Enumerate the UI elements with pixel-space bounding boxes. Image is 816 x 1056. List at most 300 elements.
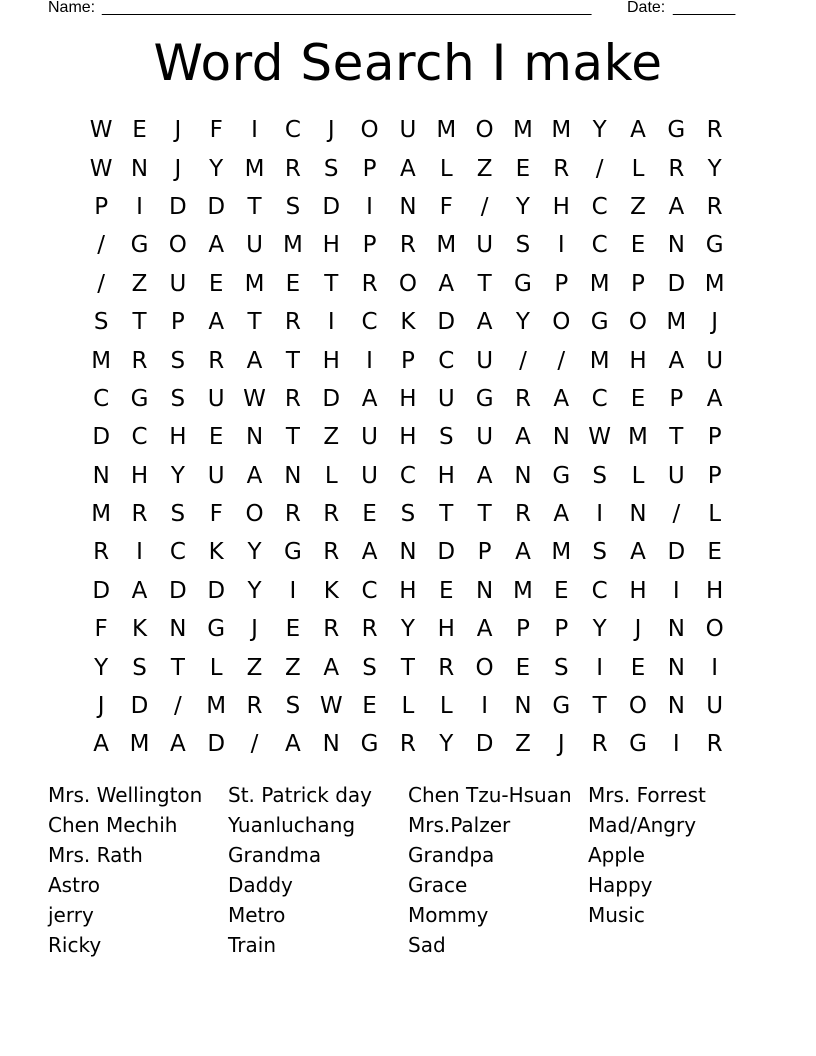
grid-letter[interactable]: E xyxy=(208,424,224,451)
grid-letter[interactable]: M xyxy=(551,117,572,144)
grid-letter[interactable]: L xyxy=(439,693,453,720)
grid-letter[interactable]: Z xyxy=(246,654,263,681)
grid-letter[interactable]: C xyxy=(93,385,110,412)
grid-letter[interactable]: O xyxy=(705,616,724,643)
grid-letter[interactable]: N xyxy=(169,616,187,643)
grid-letter[interactable]: A xyxy=(323,654,340,681)
grid-letter[interactable]: I xyxy=(672,731,680,758)
grid-letter[interactable]: / xyxy=(672,501,681,528)
grid-letter[interactable]: A xyxy=(515,539,531,566)
grid-letter[interactable]: T xyxy=(477,501,492,528)
grid-letter[interactable]: N xyxy=(476,577,494,604)
grid-letter[interactable]: E xyxy=(515,654,531,681)
grid-letter[interactable]: R xyxy=(706,117,723,144)
grid-letter[interactable]: K xyxy=(131,616,148,643)
grid-letter[interactable]: E xyxy=(554,577,569,604)
grid-letter[interactable]: G xyxy=(207,616,226,643)
grid-letter[interactable]: N xyxy=(284,462,302,489)
grid-letter[interactable]: N xyxy=(514,693,532,720)
grid-letter[interactable]: A xyxy=(476,616,493,643)
grid-letter[interactable]: N xyxy=(514,462,532,489)
grid-letter[interactable]: T xyxy=(247,309,262,336)
grid-letter[interactable]: R xyxy=(93,539,110,566)
grid-letter[interactable]: P xyxy=(554,616,569,643)
grid-letter[interactable]: N xyxy=(399,193,417,220)
grid-letter[interactable]: C xyxy=(131,424,148,451)
grid-letter[interactable]: E xyxy=(285,270,301,297)
grid-letter[interactable]: N xyxy=(322,731,340,758)
grid-letter[interactable]: S xyxy=(362,654,377,681)
grid-letter[interactable]: D xyxy=(92,577,111,604)
grid-letter[interactable]: R xyxy=(668,155,685,182)
grid-letter[interactable]: R xyxy=(553,155,570,182)
grid-letter[interactable]: H xyxy=(322,347,340,374)
grid-letter[interactable]: R xyxy=(399,232,416,259)
grid-letter[interactable]: Y xyxy=(209,155,224,182)
grid-letter[interactable]: C xyxy=(284,117,301,144)
grid-letter[interactable]: C xyxy=(591,232,608,259)
grid-letter[interactable]: T xyxy=(247,193,262,220)
grid-letter[interactable]: T xyxy=(439,501,454,528)
grid-letter[interactable]: E xyxy=(630,385,646,412)
grid-letter[interactable]: A xyxy=(361,385,378,412)
grid-letter[interactable]: D xyxy=(169,577,187,604)
grid-letter[interactable]: J xyxy=(251,616,258,643)
grid-letter[interactable]: P xyxy=(631,270,645,297)
grid-letter[interactable]: H xyxy=(437,462,455,489)
grid-letter[interactable]: H xyxy=(552,193,570,220)
grid-letter[interactable]: M xyxy=(513,117,533,144)
grid-letter[interactable]: D xyxy=(437,539,456,566)
grid-letter[interactable]: S xyxy=(515,232,531,259)
grid-letter[interactable]: U xyxy=(476,232,494,259)
grid-letter[interactable]: S xyxy=(592,539,607,566)
grid-letter[interactable]: E xyxy=(285,616,301,643)
grid-letter[interactable]: / xyxy=(97,232,106,259)
grid-letter[interactable]: K xyxy=(323,577,339,604)
grid-letter[interactable]: Y xyxy=(592,117,607,144)
grid-letter[interactable]: U xyxy=(207,462,225,489)
grid-letter[interactable]: U xyxy=(361,424,378,451)
grid-letter[interactable]: I xyxy=(327,309,335,336)
grid-letter[interactable]: R xyxy=(514,385,531,412)
grid-letter[interactable]: S xyxy=(285,193,301,220)
grid-letter[interactable]: U xyxy=(207,385,225,412)
grid-letter[interactable]: E xyxy=(362,501,377,528)
grid-letter[interactable]: S xyxy=(285,693,301,720)
word-list-item: Daddy xyxy=(228,873,293,897)
grid-letter[interactable]: P xyxy=(707,424,722,451)
grid-letter[interactable]: A xyxy=(169,731,186,758)
grid-letter[interactable]: R xyxy=(706,193,723,220)
grid-letter[interactable]: Y xyxy=(400,616,415,643)
grid-letter[interactable]: S xyxy=(323,155,339,182)
grid-letter[interactable]: I xyxy=(672,577,680,604)
grid-letter[interactable]: T xyxy=(285,347,300,374)
grid-letter[interactable]: A xyxy=(400,155,416,182)
grid-letter[interactable]: U xyxy=(667,462,685,489)
grid-letter[interactable]: / xyxy=(173,693,182,720)
grid-letter[interactable]: R xyxy=(361,270,378,297)
grid-letter[interactable]: M xyxy=(282,232,303,259)
grid-letter[interactable]: M xyxy=(551,539,572,566)
grid-letter[interactable]: A xyxy=(515,424,531,451)
grid-letter[interactable]: M xyxy=(244,270,265,297)
grid-letter[interactable]: E xyxy=(707,539,722,566)
grid-letter[interactable]: A xyxy=(361,539,378,566)
grid-letter[interactable]: Z xyxy=(131,270,148,297)
grid-letter[interactable]: M xyxy=(91,347,112,374)
grid-letter[interactable]: R xyxy=(284,155,301,182)
grid-letter[interactable]: M xyxy=(129,731,150,758)
grid-letter[interactable]: I xyxy=(711,654,719,681)
grid-letter[interactable]: Y xyxy=(170,462,185,489)
grid-letter[interactable]: N xyxy=(552,424,570,451)
grid-row xyxy=(82,341,734,379)
grid-letter[interactable]: G xyxy=(360,731,379,758)
grid-letter[interactable]: D xyxy=(207,577,226,604)
grid-letter[interactable]: O xyxy=(475,117,494,144)
grid-letter[interactable]: S xyxy=(592,462,607,489)
grid-letter[interactable]: J xyxy=(711,309,719,336)
grid-letter[interactable]: I xyxy=(136,539,143,566)
grid-letter[interactable]: R xyxy=(323,501,340,528)
grid-letter[interactable]: / xyxy=(519,347,527,374)
grid-letter[interactable]: P xyxy=(94,193,109,220)
grid-letter[interactable]: C xyxy=(591,385,608,412)
grid-letter[interactable]: A xyxy=(630,539,646,566)
grid-letter[interactable]: Y xyxy=(247,539,262,566)
grid-letter[interactable]: Z xyxy=(323,424,340,451)
grid-letter[interactable]: M xyxy=(589,347,610,374)
grid-letter[interactable]: M xyxy=(436,117,457,144)
grid-letter[interactable]: O xyxy=(628,309,648,336)
grid-letter[interactable]: / xyxy=(557,347,566,374)
grid-letter[interactable]: R xyxy=(131,501,148,528)
grid-letter[interactable]: G xyxy=(629,731,647,758)
grid-letter[interactable]: W xyxy=(89,155,113,182)
grid-letter[interactable]: S xyxy=(170,385,186,412)
grid-letter[interactable]: G xyxy=(514,270,532,297)
grid-letter[interactable]: / xyxy=(480,193,489,220)
grid-letter[interactable]: R xyxy=(438,654,455,681)
grid-letter[interactable]: O xyxy=(552,309,571,336)
grid-letter[interactable]: Z xyxy=(285,654,301,681)
grid-letter[interactable]: H xyxy=(169,424,187,451)
grid-letter[interactable]: T xyxy=(592,693,607,720)
grid-letter[interactable]: E xyxy=(630,232,646,259)
grid-letter[interactable]: E xyxy=(630,654,646,681)
grid-letter[interactable]: F xyxy=(209,501,223,528)
grid-letter[interactable]: T xyxy=(324,270,339,297)
grid-letter[interactable]: U xyxy=(361,462,378,489)
grid-letter[interactable]: C xyxy=(399,462,416,489)
grid-letter[interactable]: W xyxy=(588,424,612,451)
grid-letter[interactable]: P xyxy=(170,309,185,336)
grid-letter[interactable]: A xyxy=(208,309,225,336)
grid-letter[interactable]: G xyxy=(130,385,149,412)
grid-letter[interactable]: U xyxy=(476,347,494,374)
grid-letter[interactable]: G xyxy=(283,539,302,566)
grid-letter[interactable]: A xyxy=(285,731,301,758)
grid-letter[interactable]: C xyxy=(169,539,186,566)
grid-letter[interactable]: R xyxy=(284,385,301,412)
grid-letter[interactable]: G xyxy=(130,232,149,259)
grid-letter[interactable]: O xyxy=(360,117,379,144)
grid-letter[interactable]: I xyxy=(481,693,488,720)
grid-letter[interactable]: K xyxy=(400,309,416,336)
grid-letter[interactable]: G xyxy=(552,693,571,720)
grid-letter[interactable]: A xyxy=(246,347,263,374)
grid-letter[interactable]: / xyxy=(97,270,106,297)
grid-letter[interactable]: R xyxy=(246,693,263,720)
grid-letter[interactable]: M xyxy=(206,693,227,720)
grid-letter[interactable]: I xyxy=(136,193,143,220)
grid-letter[interactable]: D xyxy=(130,693,149,720)
grid-letter[interactable]: J xyxy=(327,117,335,144)
grid-letter[interactable]: A xyxy=(476,309,493,336)
grid-letter[interactable]: E xyxy=(132,117,147,144)
grid-letter[interactable]: G xyxy=(475,385,494,412)
grid-letter[interactable]: I xyxy=(366,193,373,220)
grid-letter[interactable]: E xyxy=(515,155,531,182)
grid-letter[interactable]: / xyxy=(595,155,604,182)
grid-letter[interactable]: S xyxy=(170,347,186,374)
grid-letter[interactable]: T xyxy=(285,424,300,451)
grid-letter[interactable]: I xyxy=(596,654,604,681)
grid-letter[interactable]: A xyxy=(668,193,685,220)
grid-letter[interactable]: P xyxy=(554,270,569,297)
grid-letter[interactable]: E xyxy=(362,693,377,720)
grid-letter[interactable]: Y xyxy=(515,193,530,220)
grid-letter[interactable]: M xyxy=(244,155,265,182)
grid-letter[interactable]: E xyxy=(208,270,224,297)
grid-letter[interactable]: J xyxy=(97,693,105,720)
grid-letter[interactable]: R xyxy=(361,616,378,643)
grid-letter[interactable]: J xyxy=(634,616,642,643)
grid-letter[interactable]: R xyxy=(323,616,340,643)
grid-letter[interactable]: T xyxy=(477,270,492,297)
grid-letter[interactable]: C xyxy=(438,347,455,374)
grid-letter[interactable]: A xyxy=(246,462,263,489)
grid-letter[interactable]: R xyxy=(284,501,301,528)
grid-letter[interactable]: H xyxy=(322,232,340,259)
grid-letter[interactable]: D xyxy=(667,270,686,297)
grid-letter[interactable]: C xyxy=(591,193,608,220)
grid-letter[interactable]: O xyxy=(168,232,187,259)
grid-letter[interactable]: E xyxy=(438,577,454,604)
grid-letter[interactable]: Y xyxy=(592,616,607,643)
grid-letter[interactable]: U xyxy=(476,424,494,451)
grid-letter[interactable]: D xyxy=(667,539,686,566)
grid-letter[interactable]: W xyxy=(319,693,343,720)
grid-letter[interactable]: D xyxy=(207,731,226,758)
grid-letter[interactable]: I xyxy=(596,501,604,528)
grid-letter[interactable]: L xyxy=(708,501,722,528)
grid-letter[interactable]: H xyxy=(437,616,455,643)
grid-letter[interactable]: P xyxy=(400,347,415,374)
grid-letter[interactable]: F xyxy=(94,616,108,643)
grid-letter[interactable]: S xyxy=(553,654,569,681)
grid-letter[interactable]: P xyxy=(669,385,684,412)
grid-letter[interactable]: H xyxy=(629,577,647,604)
grid-letter[interactable]: Z xyxy=(630,193,646,220)
grid-letter[interactable]: G xyxy=(590,309,609,336)
grid-letter[interactable]: H xyxy=(399,385,417,412)
grid-letter[interactable]: O xyxy=(245,501,264,528)
grid-letter[interactable]: Y xyxy=(247,577,262,604)
grid-letter[interactable]: D xyxy=(475,731,494,758)
grid-letter[interactable]: D xyxy=(92,424,111,451)
grid-letter[interactable]: Y xyxy=(94,654,109,681)
grid-letter[interactable]: P xyxy=(516,616,530,643)
grid-row xyxy=(82,303,734,341)
grid-letter[interactable]: N xyxy=(130,155,149,182)
grid-letter[interactable]: R xyxy=(208,347,225,374)
grid-letter[interactable]: A xyxy=(553,501,570,528)
grid-letter[interactable]: R xyxy=(323,539,340,566)
grid-letter[interactable]: R xyxy=(284,309,301,336)
grid-row xyxy=(82,188,734,226)
grid-letter[interactable]: W xyxy=(243,385,266,412)
grid-letter[interactable]: P xyxy=(477,539,492,566)
grid-letter[interactable]: L xyxy=(631,155,645,182)
grid-letter[interactable]: C xyxy=(361,577,378,604)
grid-letter[interactable]: F xyxy=(439,193,453,220)
grid-letter[interactable]: T xyxy=(400,654,415,681)
grid-letter[interactable]: L xyxy=(324,462,338,489)
grid-letter[interactable]: P xyxy=(707,462,722,489)
grid-letter[interactable]: S xyxy=(93,309,109,336)
word-list-item: Happy xyxy=(588,873,653,897)
grid-row xyxy=(82,380,734,418)
grid-letter[interactable]: U xyxy=(169,270,187,297)
date-blank-line[interactable]: _______ xyxy=(673,0,736,16)
grid-letter[interactable]: S xyxy=(132,654,147,681)
grid-letter[interactable]: L xyxy=(209,654,223,681)
grid-letter[interactable]: L xyxy=(401,693,415,720)
grid-letter[interactable]: S xyxy=(400,501,416,528)
grid-letter[interactable]: N xyxy=(667,654,685,681)
grid-letter[interactable]: Y xyxy=(707,155,722,182)
grid-letter[interactable]: A xyxy=(476,462,493,489)
grid-letter[interactable]: J xyxy=(557,731,565,758)
grid-letter[interactable]: T xyxy=(170,654,185,681)
grid-letter[interactable]: U xyxy=(706,693,724,720)
grid-letter[interactable]: D xyxy=(169,193,187,220)
grid-letter[interactable]: M xyxy=(628,424,648,451)
grid-letter[interactable]: A xyxy=(131,577,148,604)
grid-letter[interactable]: D xyxy=(207,193,226,220)
grid-letter[interactable]: U xyxy=(706,347,724,374)
grid-letter[interactable]: D xyxy=(322,193,341,220)
grid-letter[interactable]: O xyxy=(475,654,494,681)
grid-letter[interactable]: L xyxy=(631,462,645,489)
grid-letter[interactable]: A xyxy=(668,347,685,374)
word-list-item: Mad/Angry xyxy=(588,813,697,837)
grid-letter[interactable]: / xyxy=(250,731,259,758)
grid-letter[interactable]: U xyxy=(399,117,417,144)
word-list-item: Ricky xyxy=(48,933,102,957)
grid-letter[interactable]: A xyxy=(208,232,225,259)
grid-letter[interactable]: N xyxy=(667,616,685,643)
grid-letter[interactable]: M xyxy=(513,577,533,604)
grid-letter[interactable]: C xyxy=(591,577,608,604)
grid-letter[interactable]: A xyxy=(706,385,723,412)
grid-letter[interactable]: H xyxy=(130,462,149,489)
grid-letter[interactable]: T xyxy=(669,424,684,451)
grid-letter[interactable]: I xyxy=(289,577,297,604)
grid-letter[interactable]: Y xyxy=(515,309,530,336)
grid-letter[interactable]: N xyxy=(667,232,685,259)
grid-letter[interactable]: R xyxy=(591,731,608,758)
grid-letter[interactable]: G xyxy=(667,117,686,144)
grid-letter[interactable]: D xyxy=(437,309,456,336)
grid-letter[interactable]: A xyxy=(553,385,570,412)
grid-letter[interactable]: A xyxy=(630,117,646,144)
grid-letter[interactable]: Y xyxy=(439,731,454,758)
grid-letter[interactable]: R xyxy=(706,731,723,758)
grid-letter[interactable]: R xyxy=(399,731,416,758)
grid-letter[interactable]: N xyxy=(399,539,417,566)
grid-letter[interactable]: H xyxy=(399,577,417,604)
grid-letter[interactable]: H xyxy=(706,577,724,604)
grid-row xyxy=(82,149,734,187)
grid-letter[interactable]: U xyxy=(437,385,455,412)
grid-letter[interactable]: M xyxy=(704,270,725,297)
grid-letter[interactable]: R xyxy=(131,347,148,374)
grid-letter[interactable]: R xyxy=(514,501,531,528)
grid-letter[interactable]: P xyxy=(362,232,377,259)
grid-letter[interactable]: Z xyxy=(515,731,531,758)
grid-letter[interactable]: Z xyxy=(476,155,493,182)
grid-letter[interactable]: O xyxy=(398,270,417,297)
grid-letter[interactable]: S xyxy=(438,424,454,451)
grid-letter[interactable]: I xyxy=(557,232,565,259)
grid-letter[interactable]: A xyxy=(438,270,455,297)
grid-letter[interactable]: O xyxy=(628,693,648,720)
grid-letter[interactable]: M xyxy=(91,501,112,528)
grid-letter[interactable]: C xyxy=(361,309,378,336)
grid-letter[interactable]: D xyxy=(322,385,341,412)
grid-letter[interactable]: S xyxy=(170,501,186,528)
grid-letter[interactable]: U xyxy=(246,232,263,259)
grid-letter[interactable]: N xyxy=(92,462,110,489)
grid-letter[interactable]: K xyxy=(208,539,224,566)
grid-letter[interactable]: J xyxy=(174,117,182,144)
grid-letter[interactable]: T xyxy=(132,309,147,336)
grid-letter[interactable]: A xyxy=(93,731,110,758)
grid-letter[interactable]: H xyxy=(629,347,647,374)
name-blank-line[interactable]: _______________________________________________________ xyxy=(102,0,592,16)
grid-letter[interactable]: H xyxy=(399,424,417,451)
grid-letter[interactable]: M xyxy=(589,270,610,297)
grid-letter[interactable]: N xyxy=(629,501,647,528)
grid-letter[interactable]: W xyxy=(89,117,113,144)
grid-letter[interactable]: G xyxy=(705,232,724,259)
grid-letter[interactable]: M xyxy=(666,309,687,336)
grid-letter[interactable]: G xyxy=(552,462,571,489)
grid-letter[interactable]: F xyxy=(209,117,223,144)
grid-letter[interactable]: I xyxy=(366,347,373,374)
grid-letter[interactable]: L xyxy=(439,155,453,182)
grid-letter[interactable]: N xyxy=(667,693,685,720)
grid-letter[interactable]: N xyxy=(245,424,264,451)
grid-letter[interactable]: M xyxy=(436,232,457,259)
grid-letter[interactable]: J xyxy=(174,155,182,182)
grid-letter[interactable]: I xyxy=(251,117,258,144)
grid-letter[interactable]: P xyxy=(362,155,377,182)
